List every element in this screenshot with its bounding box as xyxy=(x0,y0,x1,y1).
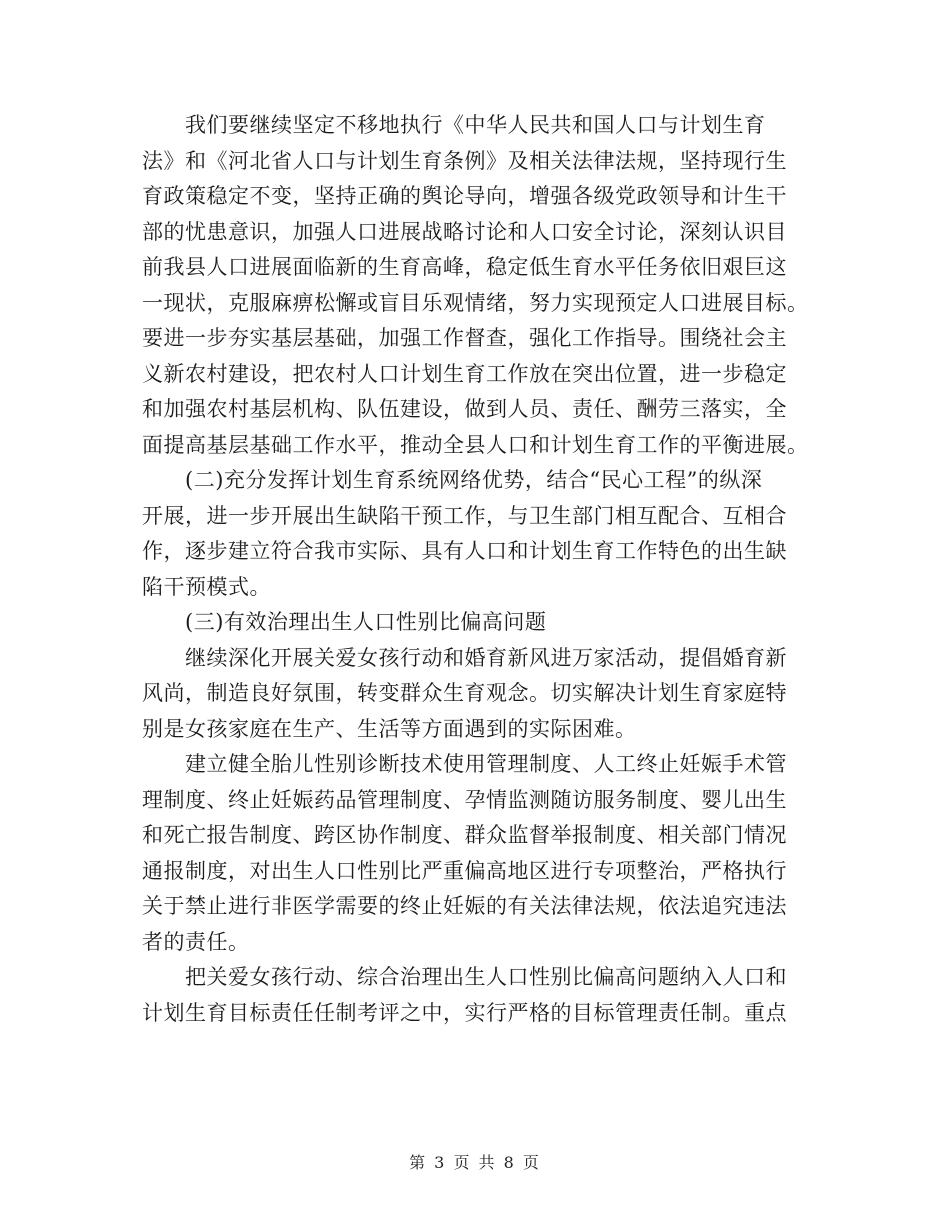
text-line: 计划生育目标责任任制考评之中，实行严格的目标管理责任制。重点 xyxy=(142,1000,787,1025)
text-line: (二)充分发挥计划生育系统网络优势，结合“民心工程”的纵深 xyxy=(142,468,763,492)
text-line: 理制度、终止妊娠药品管理制度、孕情监测随访服务制度、婴儿出生 xyxy=(142,787,787,812)
text-line: 要进一步夯实基层基础，加强工作督查，强化工作指导。围绕社会主 xyxy=(142,326,787,350)
text-line: 继续深化开展关爱女孩行动和婚育新风进万家活动，提倡婚育新 xyxy=(142,645,787,670)
text-line: 和加强农村基层机构、队伍建设，做到人员、责任、酬劳三落实，全 xyxy=(142,397,787,421)
text-line: 一现状，克服麻痹松懈或盲目乐观情绪，努力实现预定人口进展目标。 xyxy=(142,290,809,315)
section-heading: (三)有效治理出生人口性别比偏高问题 xyxy=(142,610,547,634)
text-line: 陷干预模式。 xyxy=(142,574,271,599)
text-line: 部的忧患意识，加强人口进展战略讨论和人口安全讨论，深刻认识目 xyxy=(142,219,787,244)
text-line: 建立健全胎儿性别诊断技术使用管理制度、人工终止妊娠手术管 xyxy=(142,752,787,776)
text-line: 别是女孩家庭在生产、生活等方面遇到的实际困难。 xyxy=(142,716,637,741)
text-line: 我们要继续坚定不移地执行《中华人民共和国人口与计划生育 xyxy=(142,113,766,137)
text-line: 作，逐步建立符合我市实际、具有人口和计划生育工作特色的出生缺 xyxy=(142,539,787,563)
page-footer xyxy=(0,1150,950,1173)
text-line: 者的责任。 xyxy=(142,929,250,954)
text-line: 通报制度，对出生人口性别比严重偏高地区进行专项整治，严格执行 xyxy=(142,858,787,883)
text-line: 前我县人口进展面临新的生育高峰，稳定低生育水平任务依旧艰巨这 xyxy=(142,255,787,279)
page-number-label: 第 3 页 共 8 页 xyxy=(409,1153,541,1172)
text-line: 风尚，制造良好氛围，转变群众生育观念。切实解决计划生育家庭特 xyxy=(142,681,787,705)
text-line: 法》和《河北省人口与计划生育条例》及相关法律法规，坚持现行生 xyxy=(142,148,787,173)
text-line: 育政策稳定不变，坚持正确的舆论导向，增强各级党政领导和计生干 xyxy=(142,184,787,208)
text-line: 把关爱女孩行动、综合治理出生人口性别比偏高问题纳入人口和 xyxy=(142,965,787,989)
text-line: 关于禁止进行非医学需要的终止妊娠的有关法律法规，依法追究违法 xyxy=(142,894,787,918)
text-line: 和死亡报告制度、跨区协作制度、群众监督举报制度、相关部门情况 xyxy=(142,823,787,847)
document-body xyxy=(142,108,809,1031)
text-line: 面提高基层基础工作水平，推动全县人口和计划生育工作的平衡进展。 xyxy=(142,432,809,457)
text-line: 开展，进一步开展出生缺陷干预工作，与卫生部门相互配合、互相合 xyxy=(142,503,787,528)
text-line: 义新农村建设，把农村人口计划生育工作放在突出位置，进一步稳定 xyxy=(142,361,787,386)
